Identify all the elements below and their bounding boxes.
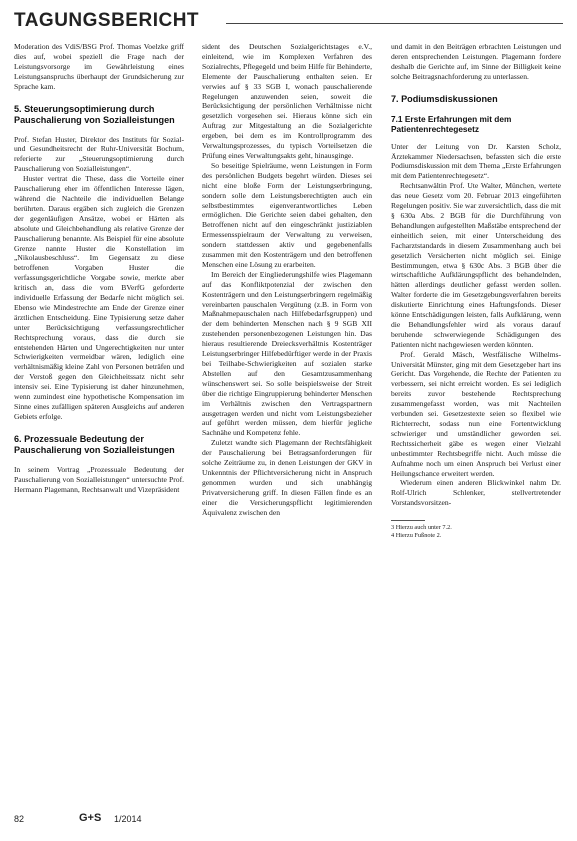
section-heading: 7. Podiumsdiskussionen xyxy=(391,93,498,104)
paragraph: Unter der Leitung von Dr. Karsten Scholz, Ärztekammer Niedersachsen, befassten sich die erste Podiumsdiskussion mit dem Thema „Erste Erfahrungen mit dem Patientenrechtegesetz“. xyxy=(391,141,561,181)
paragraph: Zuletzt wandte sich Plagemann der Rechtsfähigkeit der Pauschalierung bei Betragsanforderungen für solche Zeiträume zu, in denen Leistungen der GKV in Unkenntnis der Pflichtversicherung nicht in Anspruch genommen wurden und sich unabhängig Privatversicherung griff. In diesen Fällen finde es an einer die Versicherungspflicht legitimierenden Äquivalenz zwischen den xyxy=(202,438,372,517)
column-1 xyxy=(14,42,184,802)
issue-number: 1/2014 xyxy=(114,814,142,824)
paragraph: und damit in den Beiträgen erbrachten Leistungen und deren entsprechenden Leistungen. Plagemann fordere deshalb die Gerichte auf, im Sinne der Billigkeit keine solche Beitragsnachforderung zu unterlassen. xyxy=(391,42,561,81)
column-2 xyxy=(202,42,372,802)
footnote: 4 Hierzu Fußnote 2. xyxy=(391,532,442,540)
paragraph: In seinem Vortrag „Prozessuale Bedeutung der Pauschalierung von Sozialleistungen“ untersuchte Prof. Hermann Plagemann, Rechtsanwalt und Vizepräsident xyxy=(14,464,184,494)
paragraph: Huster vertrat die These, dass die Vorteile einer Pauschalierung eher im öffentlichen Interesse lägen, während die Nachteile die individuellen Belange berührten. Daraus ergäben sich zugleich die Grenzen der gegenläufigen Ansätze, wobei er Härten als absolute und Gleichbehandlung als relative Grenze der Pauschalierung benannte. Als Beispiel für eine absolute Grenze nannte Huster die Konstellation im „Nikolausbeschluss“. Im Gegensatz zu diese betroffenen Vorgaben Huster die verfassungsgerichtliche Vorgabe sowie, merkte aber kritisch an, dass die vom BVerfG geforderte individuelle Erfassung der Bedarfe nicht möglich sei. Ebenso wie Mindestrechte am Ende der Grenze einer ärztlichen Entscheidung. Eine Typisierung setze daher unter Berücksichtigung verfassungsrechtlicher Rechtsprechung voraus, dass die durch sie entstehenden Härten und Ungerechtigkeiten nur unter Schwierigkeiten vermeidbar wären, lediglich eine verhältnismäßig kleine Zahl von Personen beträfen und der Verstoß gegen den Gleichheitssatz nicht sehr intensiv sei. Eine Typisierung ist daher hinzunehmen, wenn zumindest eine hypothetische Kompensation im Sinne eines zufälligen späteren Ausgleichs auf anderen Gebiets erfolge. xyxy=(14,174,184,421)
header-rule xyxy=(226,23,563,24)
paragraph: Prof. Gerald Mäsch, Westfälische Wilhelms-Universität Münster, ging mit dem Gesetzgeber hart ins Gericht. Das Vorgehende, die Rechte der Patienten zu verbessern, sei nicht erreicht worden. Es sei lediglich bereits zuvor bestehende Rechtsprechung zusammengefasst worden, was mit Nachteilen verbunden sei. Gesetzestexte seien so flexibel wie Richterrecht, sodass nun eine Fortentwicklung schwieriger und umständlicher geworden sei. Rechtssicherheit gäbe es wegen einer Vielzahl unbestimmter Rechtsbegriffe nicht. Auch müsse die Aufnahme noch um einen Anspruch bei Verlust einer Heilungschance erweitert werden. xyxy=(391,349,561,478)
page-number: 82 xyxy=(14,814,25,824)
section-title: TAGUNGSBERICHT xyxy=(14,10,200,31)
paragraph: Wiederum einen anderen Blickwinkel nahm Dr. Rolf-Ulrich Schlenker, stellvertretender Vorstandsvorsitzen- xyxy=(391,478,561,508)
journal-name: G+S xyxy=(79,812,102,824)
page-footer xyxy=(14,812,563,830)
page-header xyxy=(14,8,563,36)
paragraph: Im Bereich der Eingliederungshilfe wies Plagemann auf das Konfliktpotenzial der zwischen den Kostenträgern und den Leistungserbringern regelmäßig vereinbarten pauschalen Vergütung (z.B. in Form von Maßnahmepauschalen nach Hilfebedarfsgruppen) und der dem behinderten Menschen nach § 9 SGB XII zustehenden personenbezogenen Leistungen hin. Das hieraus resultierende Dreiecksverhältnis Kostenträger Leistungserbringer Hilfebedürftiger werde in der Praxis bei Teilhabe-Schwierigkeiten auf sozialen starke Abstellen auf den Gesamtzusammenhang wünschenswert sei. So solle beispielsweise der Streit über die richtige Eingruppierung behinderter Menschen im Verhältnis zwischen den Vertragspartnern ausgetragen werden und nicht vom Leistungsbezieher auf geführt werden müssen, dem hierfür jegliche Sachnähe und Kompetenz fehle. xyxy=(202,269,372,438)
section-heading: 5. Steuerungsoptimierung durch Pauschalierung von Sozialleistungen xyxy=(14,103,175,125)
footnote-divider xyxy=(391,520,425,521)
paragraph: Moderation des VdiS/BSG Prof. Thomas Voelzke griff dies auf, wobei speziell die Frage nach der Leistungsvorsorge im Gewährleistung eines Leistungsanspruchs überhaupt der Grundsicherung zur Sprache kam. xyxy=(14,42,184,91)
paragraph: sident des Deutschen Sozialgerichtstages e.V., einleitend, wie im Komplexen Verfahren des Sozialrechts, Pflegegeld und beim Hilfe für Behinderte, Elemente der Pauschalierung enthalten seien. Er verwies auf § 33 SGB I, wonach pauschalierende Regelungen anzuwenden seien, soweit die Berücksichtigung der persönlichen Verhältnisse nicht gesetzlich vorgesehen sei. Hieraus könne sich ein Auftrag zur Mitgestaltung an die Sozialgerichte ergeben, bei dem es im Kontrollprogramm des Verwaltungsprozesses, du typisch Vorteilsetzen die Prüfung eines Verwaltungsakts geht, hinausginge. xyxy=(202,42,372,160)
column-3 xyxy=(391,42,561,802)
paragraph: Rechtsanwältin Prof. Ute Walter, München, wertete das neue Gesetz vom 20. Februar 2013 eingeführten Regelungen positiv. Sie war zuversichtlich, dass die mit § 630a Abs. 2 BGB für die Durchführung von Behandlungen aufgestellten Maßstäbe entsprechend der einheitlich seien, mit einer Unterscheidung des Facharztstandards in diesem Zusammenhang auch bei gesetzlich Versicherten nicht möglich sei. Einige Bestimmungen, etwa § 630c Abs. 3 BGB über die wirtschaftliche Aufklärungspflicht des behandelnden, hätten allerdings deutlicher gefasst werden sollen. Walter forderte die im Gesetzgebungsverfahren bereits diskutierte Einrichtung eines Haftungsfonds. Dieser könne Entschädigungen leisten, falls Aufklärung, wenn die Behandlungsfehler wird als voraus darauf beruhende schwerwiegende Schädigungen des Patienten nicht nachgewiesen werden könnten. xyxy=(391,181,561,349)
paragraph: Prof. Stefan Huster, Direktor des Instituts für Sozial- und Gesundheitsrecht der Ruhr-Universität Bochum, referierte zur „Steuerungsoptimierung durch Pauschalierung von Sozialleistungen“. xyxy=(14,134,184,174)
section-heading: 6. Prozessuale Bedeutung der Pauschalierung von Sozialleistungen xyxy=(14,433,175,455)
paragraph: So beseitige Spielräume, wenn Leistungen in Form des persönlichen Budgets begehrt würden. Dieses sei nicht eine bloße Form der Leistungserbringung, sondern solle dem Leistungsberechtigten auch ein selbstbestimmtes eigenverantwortliches Leben ermöglichen. Die Gerichte seien dabei gehalten, den Betroffenen nicht auf den eingeschränkt justiziablen Ermessensspielraum der Verwaltung zu verweisen, sondern stattdessen aktiv und gegebenenfalls zusammen mit den Kostenträgern und den betroffenen Menschen eine Lösung zu erarbeiten. xyxy=(202,160,372,269)
footnote: 3 Hierzu auch unter 7.2. xyxy=(391,524,452,532)
subsection-heading: 7.1 Erste Erfahrungen mit dem Patientenrechtegesetz xyxy=(391,113,512,134)
